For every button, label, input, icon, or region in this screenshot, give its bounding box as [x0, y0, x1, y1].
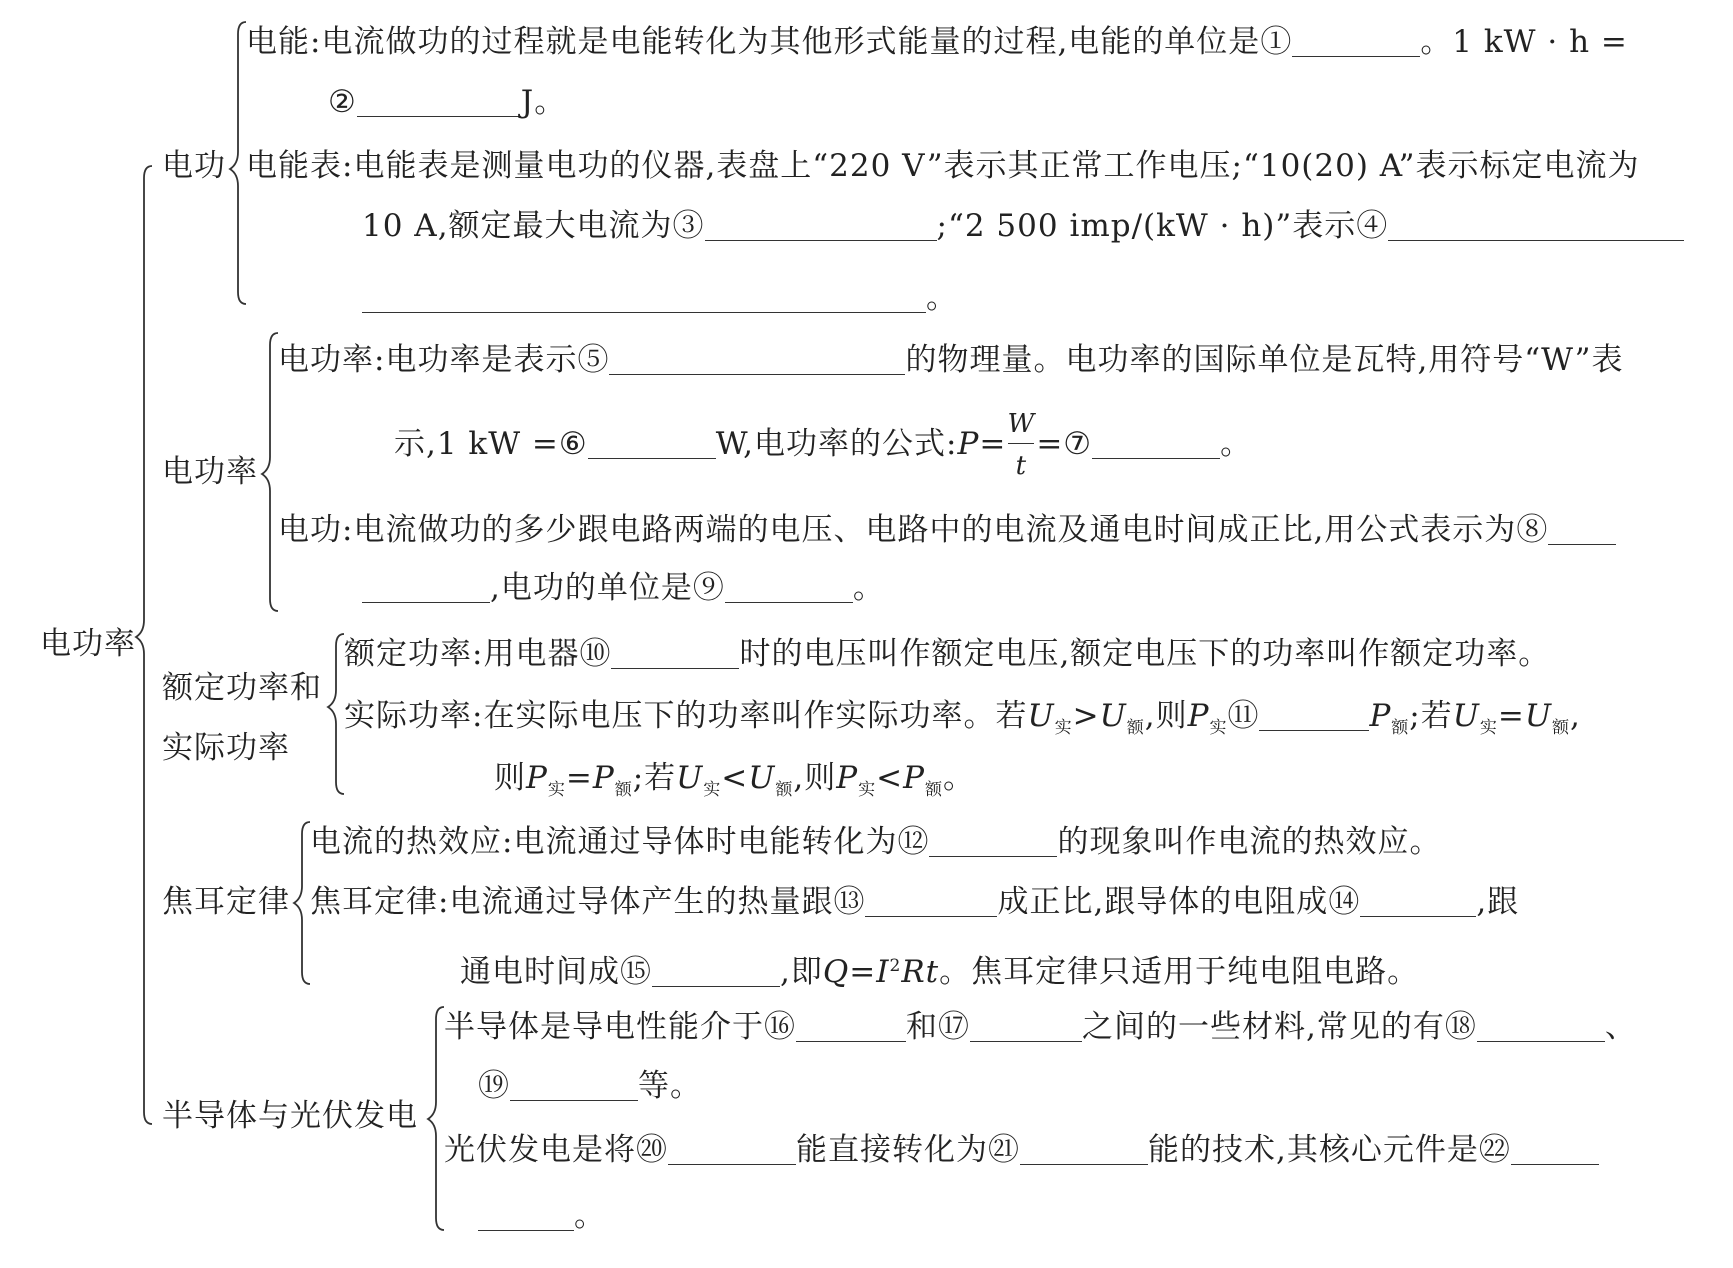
- blank-number: ③: [672, 208, 705, 244]
- answer-blank[interactable]: [705, 210, 937, 241]
- item-heat-effect-line1: 电流的热效应:电流通过导体时电能转化为⑫ 的现象叫作电流的热效应。: [310, 824, 1442, 860]
- blank-number: ⑤: [577, 342, 610, 378]
- answer-blank[interactable]: [970, 1011, 1082, 1042]
- item-term: 电流的热效应: [310, 824, 502, 860]
- section-label-joule: 焦耳定律: [162, 884, 290, 920]
- item-term: 电能: [246, 24, 310, 60]
- root-label: 电功率: [40, 626, 136, 662]
- answer-blank[interactable]: [865, 886, 997, 917]
- answer-blank[interactable]: [362, 282, 926, 313]
- answer-blank[interactable]: [1548, 514, 1616, 545]
- blank-number: ⑦: [1063, 426, 1093, 462]
- answer-blank[interactable]: [362, 572, 490, 603]
- section-brace-dian-gong-lv: [262, 333, 278, 611]
- item-term: 电功: [278, 512, 342, 548]
- answer-blank[interactable]: [929, 826, 1057, 857]
- item-rated-power-line1: 额定功率:用电器⑩ 时的电压叫作额定电压,额定电压下的功率叫作额定功率。: [344, 636, 1551, 672]
- item-actual-power-line1: 实际功率:在实际电压下的功率叫作实际功率。若$U_实>U_额$,则$P_实⑪$ $P_额$;若$U_实=U_额$,: [344, 698, 1581, 738]
- answer-blank[interactable]: [725, 572, 853, 603]
- item-term: 实际功率: [344, 698, 472, 734]
- item-dian-gong-line1: 电功:电流做功的多少跟电路两端的电压、电路中的电流及通电时间成正比,用公式表示为⑧: [278, 510, 1616, 550]
- item-term: 额定功率: [344, 636, 472, 672]
- answer-blank[interactable]: [1388, 210, 1684, 241]
- blank-number: ④: [1356, 208, 1389, 244]
- item-dian-neng-line2: ② J。: [328, 84, 567, 120]
- blank-number: ⑳: [636, 1132, 668, 1168]
- answer-blank[interactable]: [1292, 26, 1420, 57]
- item-term: 焦耳定律: [310, 884, 438, 920]
- root-brace: [136, 166, 152, 1124]
- item-semiconductor-line2: ⑲ 等。: [478, 1068, 702, 1104]
- item-term: 电功率: [278, 342, 374, 378]
- item-dian-gong-lv-line2: 示,1 kW =⑥ W,电功率的公式:P= $\frac{W}{t}$ =⑦ 。: [394, 409, 1253, 481]
- answer-blank[interactable]: [1020, 1134, 1148, 1165]
- blank-number: ⑱: [1444, 1009, 1477, 1045]
- blank-number: ⑲: [478, 1068, 510, 1104]
- section-label-semiconductor: 半导体与光伏发电: [162, 1098, 418, 1134]
- blank-number: ⑰: [938, 1009, 970, 1045]
- item-dian-neng-biao-line1: 电能表:电能表是测量电功的仪器,表盘上“220 V”表示其正常工作电压;“10(20) A”表示标定电流为: [246, 148, 1640, 184]
- item-photovoltaic-line1: 光伏发电是将⑳ 能直接转化为㉑ 能的技术,其核心元件是㉒: [444, 1130, 1599, 1170]
- item-semiconductor-line1: 半导体是导电性能介于⑯ 和⑰ 之间的一些材料,常见的有⑱ 、: [444, 1009, 1637, 1045]
- section-brace-semiconductor: [428, 1007, 444, 1230]
- item-joule-law-line2: 通电时间成⑮ ,即$Q=I^2Rt$。焦耳定律只适用于纯电阻电路。: [460, 954, 1420, 990]
- blank-number: ②: [328, 84, 357, 120]
- answer-blank[interactable]: [611, 638, 739, 669]
- item-dian-neng-line1: 电能:电流做功的过程就是电能转化为其他形式能量的过程,电能的单位是① 。1 kW · h =: [246, 24, 1628, 60]
- section-brace-dian-gong: [230, 22, 246, 304]
- section-brace-joule: [294, 822, 310, 984]
- blank-number: ⑥: [558, 426, 588, 462]
- answer-blank[interactable]: [1511, 1134, 1599, 1165]
- blank-number: ⑧: [1516, 512, 1549, 548]
- section-brace-rated-actual: [328, 634, 344, 794]
- answer-blank[interactable]: [510, 1070, 638, 1101]
- blank-number: ①: [1260, 24, 1293, 60]
- blank-number: ⑭: [1328, 884, 1361, 920]
- item-dian-gong-line2: ,电功的单位是⑨ 。: [362, 568, 885, 608]
- answer-blank[interactable]: [796, 1011, 906, 1042]
- item-term: 电能表: [246, 148, 342, 184]
- item-joule-law-line1: 焦耳定律:电流通过导体产生的热量跟⑬ 成正比,跟导体的电阻成⑭ ,跟: [310, 884, 1520, 920]
- blank-number: ⑩: [579, 636, 612, 672]
- blank-number: ⑪: [1227, 698, 1260, 734]
- answer-blank[interactable]: [357, 86, 521, 117]
- fraction-w-over-t: $\frac{W}{t}$: [1007, 409, 1036, 481]
- answer-blank[interactable]: [1092, 428, 1220, 459]
- answer-blank[interactable]: [1360, 886, 1476, 917]
- item-dian-neng-biao-line2: 10 A,额定最大电流为③ ;“2 500 imp/(kW · h)”表示④: [362, 206, 1684, 246]
- answer-blank[interactable]: [1259, 700, 1369, 731]
- blank-number: ⑨: [692, 570, 725, 606]
- blank-number: ⑯: [764, 1009, 796, 1045]
- answer-blank[interactable]: [1477, 1011, 1605, 1042]
- section-label-rated-actual-line2: 实际功率: [162, 730, 290, 766]
- item-dian-gong-lv-line1: 电功率:电功率是表示⑤ 的物理量。电功率的国际单位是瓦特,用符号“W”表: [278, 342, 1624, 378]
- section-label-dian-gong-lv: 电功率: [162, 454, 258, 490]
- answer-blank[interactable]: [652, 956, 780, 987]
- answer-blank[interactable]: [609, 344, 905, 375]
- answer-blank[interactable]: [478, 1200, 574, 1231]
- blank-number: ⑬: [833, 884, 866, 920]
- section-label-dian-gong: 电功: [162, 148, 226, 184]
- blank-number: ⑮: [620, 954, 652, 990]
- answer-blank[interactable]: [668, 1134, 796, 1165]
- item-actual-power-line2: 则$P_实=P_额$;若$U_实<U_额$,则$P_实<P_额$。: [494, 760, 975, 800]
- formula-variable: P: [957, 426, 980, 462]
- item-dian-neng-biao-line3: 。: [362, 278, 958, 318]
- item-photovoltaic-line2: 。: [478, 1196, 606, 1236]
- blank-number: ㉑: [988, 1132, 1020, 1168]
- answer-blank[interactable]: [588, 428, 716, 459]
- section-label-rated-actual-line1: 额定功率和: [162, 670, 322, 706]
- blank-number: ㉒: [1478, 1132, 1511, 1168]
- blank-number: ⑫: [897, 824, 930, 860]
